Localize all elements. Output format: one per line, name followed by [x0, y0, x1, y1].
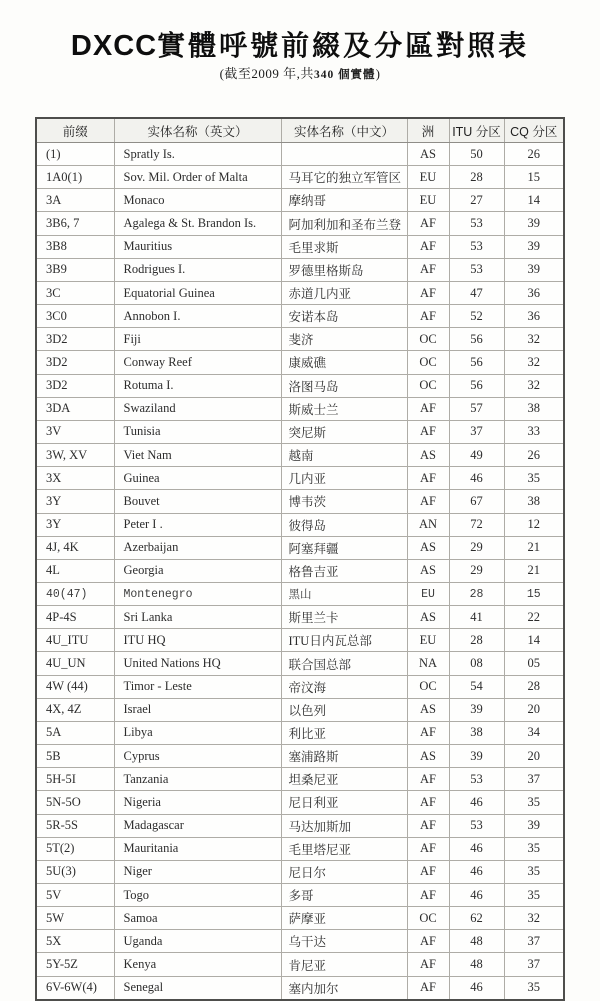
cell-prefix: 5W — [36, 907, 114, 930]
cell-itu: 67 — [449, 490, 504, 513]
cell-itu: 39 — [449, 698, 504, 721]
dxcc-prefix-table — [35, 117, 565, 1001]
cell-itu: 28 — [449, 166, 504, 189]
table-row — [36, 721, 564, 744]
cell-cq: 14 — [504, 189, 564, 212]
table-row — [36, 397, 564, 420]
cell-zh: 萨摩亚 — [281, 907, 407, 930]
cell-cq: 12 — [504, 513, 564, 536]
cell-cq: 20 — [504, 745, 564, 768]
cell-continent: OC — [407, 675, 449, 698]
cell-cq: 21 — [504, 559, 564, 582]
cell-zh: 博韦茨 — [281, 490, 407, 513]
table-body — [36, 143, 564, 1000]
cell-en: Agalega & St. Brandon Is. — [114, 212, 281, 235]
cell-continent: AN — [407, 513, 449, 536]
page-title-latin: DXCC — [70, 30, 158, 62]
cell-zh: 毛里塔尼亚 — [281, 837, 407, 860]
table-row — [36, 467, 564, 490]
cell-itu: 46 — [449, 860, 504, 883]
table-row — [36, 837, 564, 860]
cell-zh: 马耳它的独立军管区 — [281, 166, 407, 189]
cell-cq: 35 — [504, 467, 564, 490]
cell-prefix: 3B8 — [36, 235, 114, 258]
cell-prefix: 3B6, 7 — [36, 212, 114, 235]
cell-cq: 32 — [504, 907, 564, 930]
table-row — [36, 768, 564, 791]
cell-continent: AF — [407, 305, 449, 328]
cell-prefix: 5X — [36, 930, 114, 953]
cell-continent: AF — [407, 420, 449, 443]
table-row — [36, 745, 564, 768]
cell-en: Kenya — [114, 953, 281, 976]
cell-prefix: 5Y-5Z — [36, 953, 114, 976]
cell-itu: 56 — [449, 351, 504, 374]
cell-itu: 53 — [449, 212, 504, 235]
table-row — [36, 536, 564, 559]
cell-continent: AS — [407, 143, 449, 166]
cell-itu: 47 — [449, 281, 504, 304]
cell-en: Monaco — [114, 189, 281, 212]
cell-prefix: 3C0 — [36, 305, 114, 328]
cell-prefix: 3D2 — [36, 351, 114, 374]
table-row — [36, 420, 564, 443]
cell-cq: 15 — [504, 166, 564, 189]
cell-itu: 49 — [449, 444, 504, 467]
cell-cq: 35 — [504, 837, 564, 860]
cell-zh: 康威礁 — [281, 351, 407, 374]
cell-zh: 尼日尔 — [281, 860, 407, 883]
cell-continent: EU — [407, 189, 449, 212]
cell-continent: AF — [407, 397, 449, 420]
table-row — [36, 235, 564, 258]
cell-en: Timor - Leste — [114, 675, 281, 698]
cell-zh: 利比亚 — [281, 721, 407, 744]
cell-itu: 54 — [449, 675, 504, 698]
cell-en: Niger — [114, 860, 281, 883]
cell-itu: 46 — [449, 976, 504, 1000]
col-header-name-english: 实体名称（英文） — [114, 118, 281, 143]
table-row — [36, 976, 564, 1000]
table-row — [36, 930, 564, 953]
cell-cq: 21 — [504, 536, 564, 559]
cell-cq: 34 — [504, 721, 564, 744]
cell-itu: 52 — [449, 305, 504, 328]
cell-zh: 毛里求斯 — [281, 235, 407, 258]
table-row — [36, 305, 564, 328]
cell-zh: 阿加利加和圣布兰登 — [281, 212, 407, 235]
table-row — [36, 513, 564, 536]
table-row — [36, 791, 564, 814]
cell-continent: EU — [407, 582, 449, 605]
cell-continent: AF — [407, 467, 449, 490]
table-row — [36, 907, 564, 930]
cell-continent: AF — [407, 490, 449, 513]
table-row — [36, 582, 564, 605]
cell-prefix: 4U_UN — [36, 652, 114, 675]
cell-cq: 20 — [504, 698, 564, 721]
cell-en: ITU HQ — [114, 629, 281, 652]
cell-prefix: 5U(3) — [36, 860, 114, 883]
table-row — [36, 189, 564, 212]
cell-en: Uganda — [114, 930, 281, 953]
cell-en: Georgia — [114, 559, 281, 582]
cell-itu: 53 — [449, 235, 504, 258]
col-header-cq-zone: CQ 分区 — [504, 118, 564, 143]
cell-continent: AF — [407, 212, 449, 235]
cell-zh: 塞内加尔 — [281, 976, 407, 1000]
cell-en: Swaziland — [114, 397, 281, 420]
table-header-row — [36, 118, 564, 143]
table-row — [36, 698, 564, 721]
cell-continent: AF — [407, 976, 449, 1000]
cell-itu: 29 — [449, 559, 504, 582]
table-row — [36, 884, 564, 907]
cell-zh: 以色列 — [281, 698, 407, 721]
cell-cq: 33 — [504, 420, 564, 443]
table-row — [36, 374, 564, 397]
table-row — [36, 675, 564, 698]
cell-prefix: 4X, 4Z — [36, 698, 114, 721]
cell-zh: 多哥 — [281, 884, 407, 907]
table-row — [36, 281, 564, 304]
cell-prefix: 4L — [36, 559, 114, 582]
cell-cq: 32 — [504, 328, 564, 351]
cell-cq: 05 — [504, 652, 564, 675]
cell-cq: 36 — [504, 281, 564, 304]
cell-itu: 41 — [449, 606, 504, 629]
cell-continent: AS — [407, 745, 449, 768]
cell-continent: AF — [407, 953, 449, 976]
table-row — [36, 814, 564, 837]
col-header-name-chinese: 实体名称（中文） — [281, 118, 407, 143]
subtitle-suffix: ) — [375, 66, 381, 81]
cell-continent: AS — [407, 444, 449, 467]
cell-itu: 48 — [449, 930, 504, 953]
cell-itu: 39 — [449, 745, 504, 768]
cell-en: Mauritania — [114, 837, 281, 860]
cell-zh: 坦桑尼亚 — [281, 768, 407, 791]
page-subtitle — [0, 63, 600, 82]
cell-continent: EU — [407, 629, 449, 652]
cell-cq: 39 — [504, 814, 564, 837]
cell-en: Equatorial Guinea — [114, 281, 281, 304]
cell-itu: 57 — [449, 397, 504, 420]
table-row — [36, 258, 564, 281]
cell-itu: 53 — [449, 258, 504, 281]
cell-prefix: 6V-6W(4) — [36, 976, 114, 1000]
cell-cq: 37 — [504, 953, 564, 976]
cell-en: Viet Nam — [114, 444, 281, 467]
cell-cq: 32 — [504, 351, 564, 374]
cell-cq: 15 — [504, 582, 564, 605]
cell-en: Libya — [114, 721, 281, 744]
cell-prefix: 5B — [36, 745, 114, 768]
table-row — [36, 953, 564, 976]
cell-prefix: 5N-5O — [36, 791, 114, 814]
cell-cq: 39 — [504, 235, 564, 258]
table-row — [36, 490, 564, 513]
subtitle-prefix: (截至2009 年,共 — [219, 66, 314, 81]
cell-continent: AF — [407, 281, 449, 304]
cell-continent: AF — [407, 930, 449, 953]
cell-prefix: 3DA — [36, 397, 114, 420]
cell-zh: 尼日利亚 — [281, 791, 407, 814]
table-row — [36, 351, 564, 374]
cell-en: Conway Reef — [114, 351, 281, 374]
cell-continent: AF — [407, 860, 449, 883]
cell-continent: OC — [407, 907, 449, 930]
cell-en: Annobon I. — [114, 305, 281, 328]
cell-continent: OC — [407, 374, 449, 397]
cell-zh: 阿塞拜疆 — [281, 536, 407, 559]
cell-zh: 格鲁吉亚 — [281, 559, 407, 582]
cell-zh: 帝汶海 — [281, 675, 407, 698]
cell-zh: ITU日内瓦总部 — [281, 629, 407, 652]
cell-cq: 26 — [504, 143, 564, 166]
cell-cq: 35 — [504, 860, 564, 883]
page-title-cjk: 實體呼號前綴及分區對照表 — [157, 31, 530, 62]
table-row — [36, 652, 564, 675]
cell-cq: 26 — [504, 444, 564, 467]
cell-itu: 46 — [449, 884, 504, 907]
cell-zh: 安诺本岛 — [281, 305, 407, 328]
cell-itu: 72 — [449, 513, 504, 536]
table-row — [36, 606, 564, 629]
cell-prefix: 5H-5I — [36, 768, 114, 791]
cell-en: Bouvet — [114, 490, 281, 513]
cell-continent: AF — [407, 791, 449, 814]
cell-itu: 38 — [449, 721, 504, 744]
cell-en: Samoa — [114, 907, 281, 930]
cell-zh: 几内亚 — [281, 467, 407, 490]
cell-continent: AS — [407, 559, 449, 582]
cell-en: United Nations HQ — [114, 652, 281, 675]
cell-en: Fiji — [114, 328, 281, 351]
cell-zh: 越南 — [281, 444, 407, 467]
cell-continent: AS — [407, 698, 449, 721]
cell-cq: 37 — [504, 768, 564, 791]
cell-zh: 塞浦路斯 — [281, 745, 407, 768]
cell-prefix: 3W, XV — [36, 444, 114, 467]
cell-zh: 洛图马岛 — [281, 374, 407, 397]
cell-en: Guinea — [114, 467, 281, 490]
cell-cq: 38 — [504, 490, 564, 513]
cell-cq: 35 — [504, 976, 564, 1000]
cell-itu: 53 — [449, 814, 504, 837]
cell-continent: AS — [407, 606, 449, 629]
cell-en: Sri Lanka — [114, 606, 281, 629]
cell-itu: 62 — [449, 907, 504, 930]
cell-continent: AF — [407, 721, 449, 744]
cell-continent: AF — [407, 884, 449, 907]
cell-continent: AF — [407, 837, 449, 860]
cell-cq: 39 — [504, 258, 564, 281]
cell-itu: 08 — [449, 652, 504, 675]
table-row — [36, 328, 564, 351]
cell-en: Mauritius — [114, 235, 281, 258]
cell-itu: 37 — [449, 420, 504, 443]
cell-en: Madagascar — [114, 814, 281, 837]
cell-cq: 35 — [504, 791, 564, 814]
cell-prefix: 3D2 — [36, 328, 114, 351]
cell-en: Tanzania — [114, 768, 281, 791]
cell-prefix: 3A — [36, 189, 114, 212]
cell-zh: 黑山 — [281, 582, 407, 605]
cell-cq: 36 — [504, 305, 564, 328]
cell-itu: 53 — [449, 768, 504, 791]
cell-itu: 46 — [449, 467, 504, 490]
cell-zh: 乌干达 — [281, 930, 407, 953]
cell-prefix: 5A — [36, 721, 114, 744]
cell-prefix: 3B9 — [36, 258, 114, 281]
cell-cq: 22 — [504, 606, 564, 629]
cell-itu: 28 — [449, 582, 504, 605]
cell-continent: NA — [407, 652, 449, 675]
cell-en: Sov. Mil. Order of Malta — [114, 166, 281, 189]
cell-zh: 斐济 — [281, 328, 407, 351]
cell-en: Rotuma I. — [114, 374, 281, 397]
cell-en: Senegal — [114, 976, 281, 1000]
cell-prefix: 3V — [36, 420, 114, 443]
table-row — [36, 860, 564, 883]
cell-prefix: 3Y — [36, 490, 114, 513]
cell-prefix: 5R-5S — [36, 814, 114, 837]
cell-cq: 32 — [504, 374, 564, 397]
cell-continent: AF — [407, 258, 449, 281]
cell-itu: 50 — [449, 143, 504, 166]
page-title — [0, 24, 600, 64]
cell-cq: 28 — [504, 675, 564, 698]
cell-continent: AF — [407, 235, 449, 258]
cell-cq: 35 — [504, 884, 564, 907]
cell-prefix: 4P-4S — [36, 606, 114, 629]
table-row — [36, 166, 564, 189]
cell-prefix: 3Y — [36, 513, 114, 536]
cell-itu: 56 — [449, 328, 504, 351]
cell-zh: 斯里兰卡 — [281, 606, 407, 629]
cell-en: Montenegro — [114, 582, 281, 605]
col-header-itu-zone: ITU 分区 — [449, 118, 504, 143]
cell-cq: 39 — [504, 212, 564, 235]
cell-cq: 14 — [504, 629, 564, 652]
cell-zh: 肯尼亚 — [281, 953, 407, 976]
col-header-continent: 洲 — [407, 118, 449, 143]
table-header — [36, 118, 564, 143]
cell-continent: AF — [407, 768, 449, 791]
cell-continent: EU — [407, 166, 449, 189]
cell-prefix: 3X — [36, 467, 114, 490]
table-row — [36, 444, 564, 467]
cell-en: Togo — [114, 884, 281, 907]
cell-itu: 28 — [449, 629, 504, 652]
cell-en: Cyprus — [114, 745, 281, 768]
cell-prefix: 1A0(1) — [36, 166, 114, 189]
table-row — [36, 629, 564, 652]
cell-prefix: 5V — [36, 884, 114, 907]
table-row — [36, 559, 564, 582]
cell-itu: 46 — [449, 791, 504, 814]
cell-zh: 赤道几内亚 — [281, 281, 407, 304]
col-header-prefix: 前缀 — [36, 118, 114, 143]
cell-zh: 马达加斯加 — [281, 814, 407, 837]
cell-en: Israel — [114, 698, 281, 721]
cell-itu: 46 — [449, 837, 504, 860]
cell-en: Nigeria — [114, 791, 281, 814]
table-row — [36, 143, 564, 166]
cell-prefix: 3D2 — [36, 374, 114, 397]
cell-prefix: 4J, 4K — [36, 536, 114, 559]
cell-itu: 29 — [449, 536, 504, 559]
cell-zh: 摩纳哥 — [281, 189, 407, 212]
cell-en: Rodrigues I. — [114, 258, 281, 281]
cell-en: Tunisia — [114, 420, 281, 443]
cell-prefix: 40(47) — [36, 582, 114, 605]
cell-itu: 27 — [449, 189, 504, 212]
cell-itu: 48 — [449, 953, 504, 976]
cell-prefix: 5T(2) — [36, 837, 114, 860]
subtitle-entity-count: 340 個實體 — [313, 69, 376, 81]
cell-continent: AS — [407, 536, 449, 559]
cell-zh: 突尼斯 — [281, 420, 407, 443]
cell-zh: 斯威士兰 — [281, 397, 407, 420]
cell-en: Azerbaijan — [114, 536, 281, 559]
cell-zh: 彼得岛 — [281, 513, 407, 536]
cell-continent: OC — [407, 351, 449, 374]
cell-zh: 联合国总部 — [281, 652, 407, 675]
cell-prefix: (1) — [36, 143, 114, 166]
cell-en: Peter I . — [114, 513, 281, 536]
cell-itu: 56 — [449, 374, 504, 397]
cell-prefix: 3C — [36, 281, 114, 304]
cell-zh — [281, 143, 407, 166]
cell-prefix: 4W (44) — [36, 675, 114, 698]
cell-prefix: 4U_ITU — [36, 629, 114, 652]
cell-zh: 罗德里格斯岛 — [281, 258, 407, 281]
table-row — [36, 212, 564, 235]
cell-cq: 38 — [504, 397, 564, 420]
cell-continent: AF — [407, 814, 449, 837]
cell-continent: OC — [407, 328, 449, 351]
cell-en: Spratly Is. — [114, 143, 281, 166]
cell-cq: 37 — [504, 930, 564, 953]
